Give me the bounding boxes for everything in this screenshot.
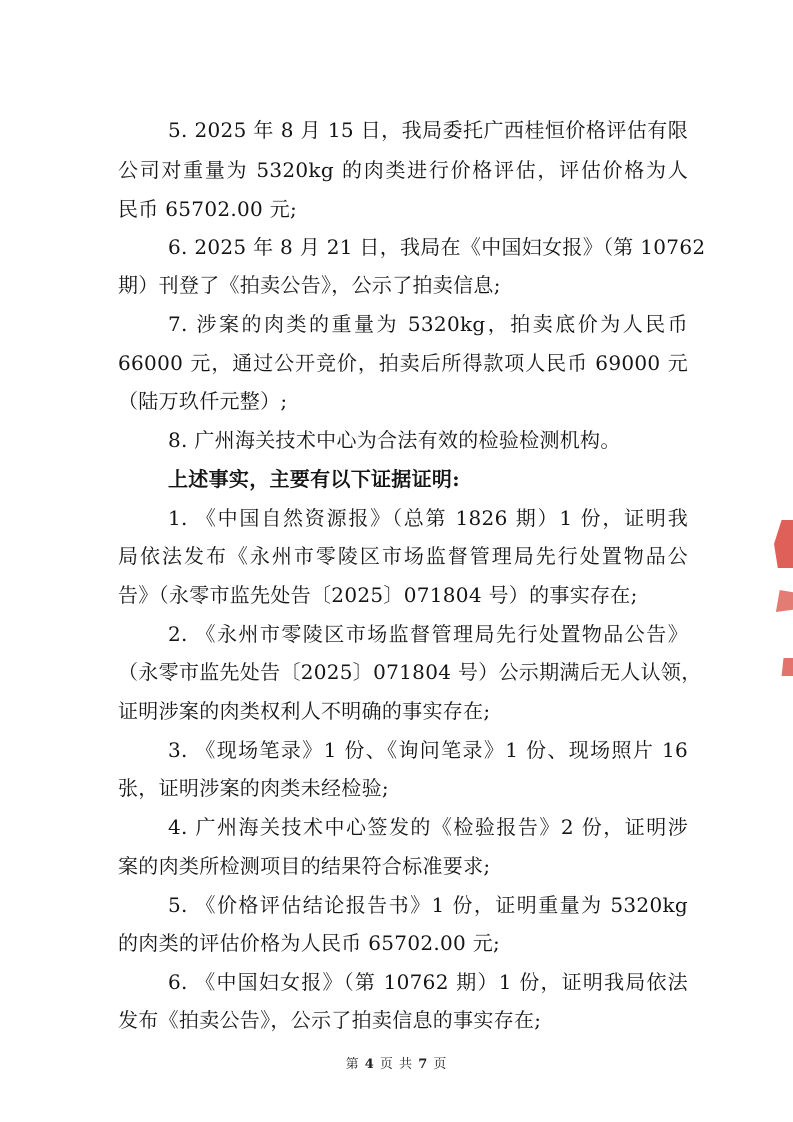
seal-fragment-bottom: [774, 658, 793, 676]
paragraph-5-line-1: 5. 2025 年 8 月 15 日，我局委托广西桂恒价格评估有限: [168, 118, 688, 142]
evidence-6-line-2: 发布《拍卖公告》，公示了拍卖信息的事实存在;: [118, 1008, 542, 1032]
footer-suffix: 页: [433, 1057, 448, 1072]
evidence-2-line-3: 证明涉案的肉类权利人不明确的事实存在;: [118, 699, 491, 723]
paragraph-6-line-2: 期）刊登了《拍卖公告》，公示了拍卖信息;: [118, 273, 501, 297]
evidence-3-line-2: 张，证明涉案的肉类未经检验;: [118, 776, 389, 800]
evidence-6-line-1: 6. 《中国妇女报》（第 10762 期）1 份，证明我局依法: [168, 970, 688, 994]
evidence-5-line-1: 5. 《价格评估结论报告书》1 份，证明重量为 5320kg: [168, 893, 688, 917]
paragraph-7-line-2: 66000 元，通过公开竞价，拍卖后所得款项人民币 69000 元: [118, 351, 688, 375]
evidence-4-line-2: 案的肉类所检测项目的结果符合标准要求;: [118, 854, 491, 878]
seal-fragment-top: [774, 520, 793, 568]
paragraph-6-line-1: 6. 2025 年 8 月 21 日，我局在《中国妇女报》（第 10762: [168, 235, 706, 259]
footer-page-number: 4: [364, 1057, 375, 1072]
evidence-heading: 上述事实，主要有以下证据证明:: [168, 467, 460, 491]
paragraph-5-line-2: 公司对重量为 5320kg 的肉类进行价格评估，评估价格为人: [118, 158, 688, 182]
footer-prefix: 第: [345, 1057, 360, 1072]
evidence-3-line-1: 3. 《现场笔录》1 份、《询问笔录》1 份、现场照片 16: [168, 738, 688, 762]
evidence-4-line-1: 4. 广州海关技术中心签发的《检验报告》2 份，证明涉: [168, 815, 688, 839]
evidence-2-line-2: （永零市监先处告〔2025〕071804 号）公示期满后无人认领，: [118, 660, 702, 684]
evidence-1-line-2: 局依法发布《永州市零陵区市场监督管理局先行处置物品公: [118, 544, 688, 568]
evidence-1-line-3: 告》（永零市监先处告〔2025〕071804 号）的事实存在;: [118, 583, 638, 607]
seal-fragment-middle: [774, 590, 793, 612]
paragraph-7-line-1: 7. 涉案的肉类的重量为 5320kg，拍卖底价为人民币: [168, 312, 688, 336]
footer-middle: 页 共: [379, 1057, 414, 1072]
page-footer: [0, 1053, 793, 1072]
evidence-1-line-1: 1. 《中国自然资源报》（总第 1826 期）1 份，证明我: [168, 506, 688, 530]
footer-total-pages: 7: [418, 1057, 429, 1072]
paragraph-5-line-3: 民币 65702.00 元;: [118, 197, 298, 221]
paragraph-7-line-3: （陆万玖仟元整）;: [118, 389, 288, 413]
evidence-2-line-1: 2. 《永州市零陵区市场监督管理局先行处置物品公告》: [168, 622, 688, 646]
evidence-5-line-2: 的肉类的评估价格为人民币 65702.00 元;: [118, 931, 501, 955]
paragraph-8-line-1: 8. 广州海关技术中心为合法有效的检验检测机构。: [168, 428, 621, 452]
